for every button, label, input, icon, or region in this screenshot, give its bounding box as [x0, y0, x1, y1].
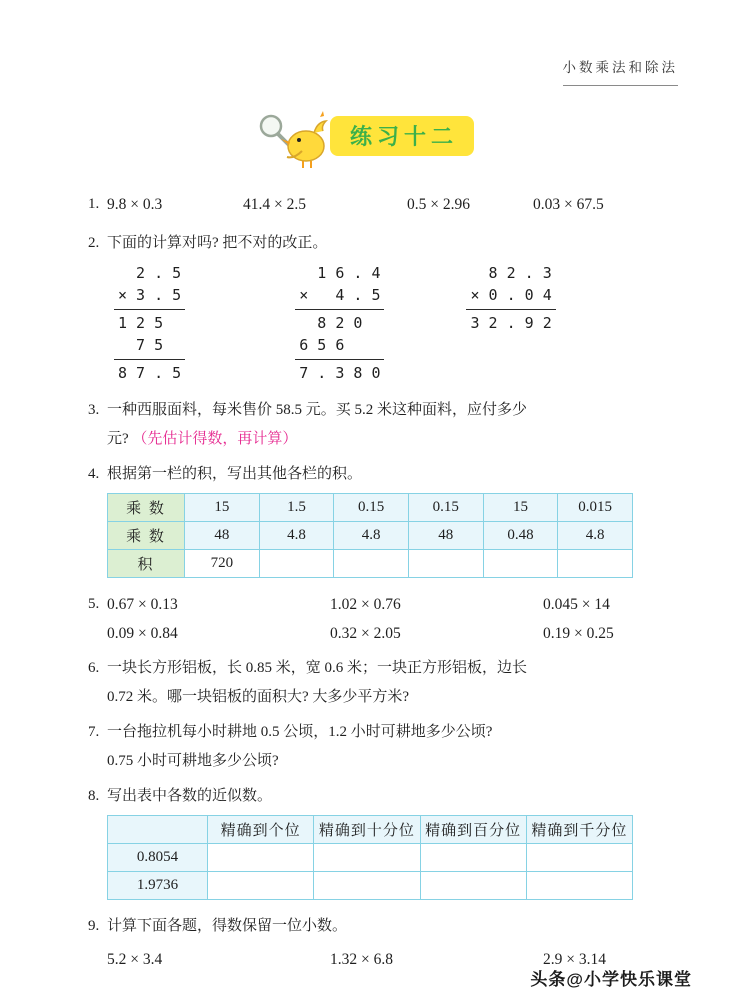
table-row — [108, 550, 633, 578]
table-cell-empty — [558, 550, 633, 578]
products-table — [107, 493, 633, 578]
calc-result: 8 7 . 5 — [118, 364, 182, 382]
rounding-table — [107, 815, 633, 900]
problem-2-number: 2. — [88, 235, 100, 251]
table-cell-empty — [526, 844, 632, 872]
table-row — [108, 844, 633, 872]
vertical-calc-3 — [470, 262, 551, 384]
table-cell-empty — [314, 844, 420, 872]
problem-4-text: 根据第一栏的积，写出其他各栏的积。 — [107, 466, 363, 482]
vertical-calculations — [88, 262, 680, 384]
table-row — [108, 872, 633, 900]
row-label: 积 — [108, 550, 185, 578]
problem-1-number: 1. — [88, 196, 100, 212]
table-cell-empty — [420, 844, 526, 872]
table-cell: 15 — [185, 494, 260, 522]
table-cell: 0.15 — [408, 494, 483, 522]
table-cell-empty — [526, 872, 632, 900]
calc-result: 7 . 3 8 0 — [299, 364, 381, 382]
expression: 1.32 × 6.8 — [330, 951, 393, 968]
expression: 0.67 × 0.13 — [107, 596, 178, 613]
problem-3-line1: 一种西服面料，每米售价 58.5 元。买 5.2 米这种面料，应付多少 — [107, 402, 528, 418]
expression: 0.045 × 14 — [543, 596, 610, 613]
expression: 0.19 × 0.25 — [543, 625, 614, 642]
expression: 41.4 × 2.5 — [243, 196, 306, 213]
problem-8 — [88, 782, 680, 811]
problem-7-line2: 0.75 小时可耕地多少公顷? — [107, 753, 279, 769]
calc-line: 6 5 6 — [299, 336, 345, 354]
problem-8-number: 8. — [88, 788, 100, 804]
exercise-banner — [254, 106, 474, 166]
calc-line: 1 6 . 4 — [299, 264, 381, 282]
row-label: 0.8054 — [108, 844, 208, 872]
table-row — [108, 494, 633, 522]
header-cell: 精确到千分位 — [526, 816, 632, 844]
table-cell: 15 — [483, 494, 558, 522]
row-label: 乘 数 — [108, 494, 185, 522]
problem-7-line1: 一台拖拉机每小时耕地 0.5 公顷，1.2 小时可耕地多少公顷? — [107, 724, 493, 740]
problem-4 — [88, 460, 680, 489]
rounding-table-wrap — [88, 815, 680, 900]
table-cell-empty — [314, 872, 420, 900]
calc-line: 8 2 0 — [299, 314, 363, 332]
table-cell: 720 — [185, 550, 260, 578]
exercise-title: 练习十二 — [330, 116, 474, 156]
page-header — [563, 56, 679, 86]
expression: 0.5 × 2.96 — [407, 196, 470, 213]
calc-line: 1 2 5 — [118, 314, 164, 332]
table-cell-empty — [208, 872, 314, 900]
problem-6-line1: 一块长方形铝板，长 0.85 米，宽 0.6 米；一块正方形铝板，边长 — [107, 660, 528, 676]
problem-9-number: 9. — [88, 918, 100, 934]
header-cell: 精确到百分位 — [420, 816, 526, 844]
expression: 0.32 × 2.05 — [330, 625, 401, 642]
problem-5-number: 5. — [88, 596, 100, 612]
table-row — [108, 522, 633, 550]
problem-4-number: 4. — [88, 466, 100, 482]
vertical-calc-1 — [118, 262, 181, 384]
expression: 2.9 × 3.14 — [543, 951, 606, 968]
expression: 0.03 × 67.5 — [533, 196, 604, 213]
products-table-wrap — [88, 493, 680, 578]
table-cell-empty — [483, 550, 558, 578]
problem-7-number: 7. — [88, 724, 100, 740]
problem-6-number: 6. — [88, 660, 100, 676]
calc-rule — [114, 359, 185, 360]
chapter-title: 小数乘法和除法 — [563, 56, 679, 86]
calc-line: 7 5 — [118, 336, 164, 354]
expression-row — [107, 590, 680, 619]
calc-line: × 0 . 0 4 — [470, 286, 552, 304]
expression: 1.02 × 0.76 — [330, 596, 401, 613]
table-header-row — [108, 816, 633, 844]
table-cell: 48 — [408, 522, 483, 550]
vertical-calc-2 — [299, 262, 380, 384]
problem-3-hint: （先估计得数，再计算） — [132, 431, 298, 447]
problem-7 — [88, 718, 680, 776]
problem-3-line2-plain: 元? — [107, 431, 133, 447]
problem-2-text: 下面的计算对吗? 把不对的改正。 — [107, 235, 328, 251]
header-cell: 精确到十分位 — [314, 816, 420, 844]
calc-rule — [114, 309, 185, 310]
table-cell: 0.015 — [558, 494, 633, 522]
problem-1 — [88, 190, 680, 219]
watermark: 头条@小学快乐课堂 — [530, 970, 692, 989]
expression: 5.2 × 3.4 — [107, 951, 163, 968]
table-cell-empty — [420, 872, 526, 900]
problem-3 — [88, 396, 680, 454]
table-cell-empty — [408, 550, 483, 578]
calc-rule — [466, 309, 555, 310]
table-cell-empty — [259, 550, 334, 578]
table-cell: 4.8 — [259, 522, 334, 550]
problem-5 — [88, 590, 680, 648]
expression: 0.09 × 0.84 — [107, 625, 178, 642]
table-cell-empty — [334, 550, 409, 578]
problem-6 — [88, 654, 680, 712]
calc-rule — [295, 359, 384, 360]
problem-8-text: 写出表中各数的近似数。 — [107, 788, 273, 804]
table-cell: 1.5 — [259, 494, 334, 522]
problem-2 — [88, 229, 680, 258]
chick-magnifier-icon — [254, 109, 336, 169]
calc-line: 2 . 5 — [118, 264, 182, 282]
table-cell: 4.8 — [334, 522, 409, 550]
problem-3-line2 — [107, 425, 680, 454]
table-cell-empty — [208, 844, 314, 872]
header-cell: 精确到个位 — [208, 816, 314, 844]
calc-line: × 3 . 5 — [118, 286, 182, 304]
row-label: 乘 数 — [108, 522, 185, 550]
row-label: 1.9736 — [108, 872, 208, 900]
calc-line: × 4 . 5 — [299, 286, 381, 304]
table-cell: 48 — [185, 522, 260, 550]
header-cell-empty — [108, 816, 208, 844]
calc-rule — [295, 309, 384, 310]
calc-line: 8 2 . 3 — [470, 264, 552, 282]
expression-row — [107, 190, 680, 219]
expression-row — [107, 619, 680, 648]
problem-3-number: 3. — [88, 402, 100, 418]
problem-9-text: 计算下面各题，得数保留一位小数。 — [107, 918, 348, 934]
table-cell: 4.8 — [558, 522, 633, 550]
expression: 9.8 × 0.3 — [107, 196, 163, 213]
problems-list — [88, 190, 680, 974]
problem-6-line2: 0.72 米。哪一块铝板的面积大? 大多少平方米? — [107, 689, 410, 705]
calc-result: 3 2 . 9 2 — [470, 314, 552, 332]
table-cell: 0.48 — [483, 522, 558, 550]
table-cell: 0.15 — [334, 494, 409, 522]
